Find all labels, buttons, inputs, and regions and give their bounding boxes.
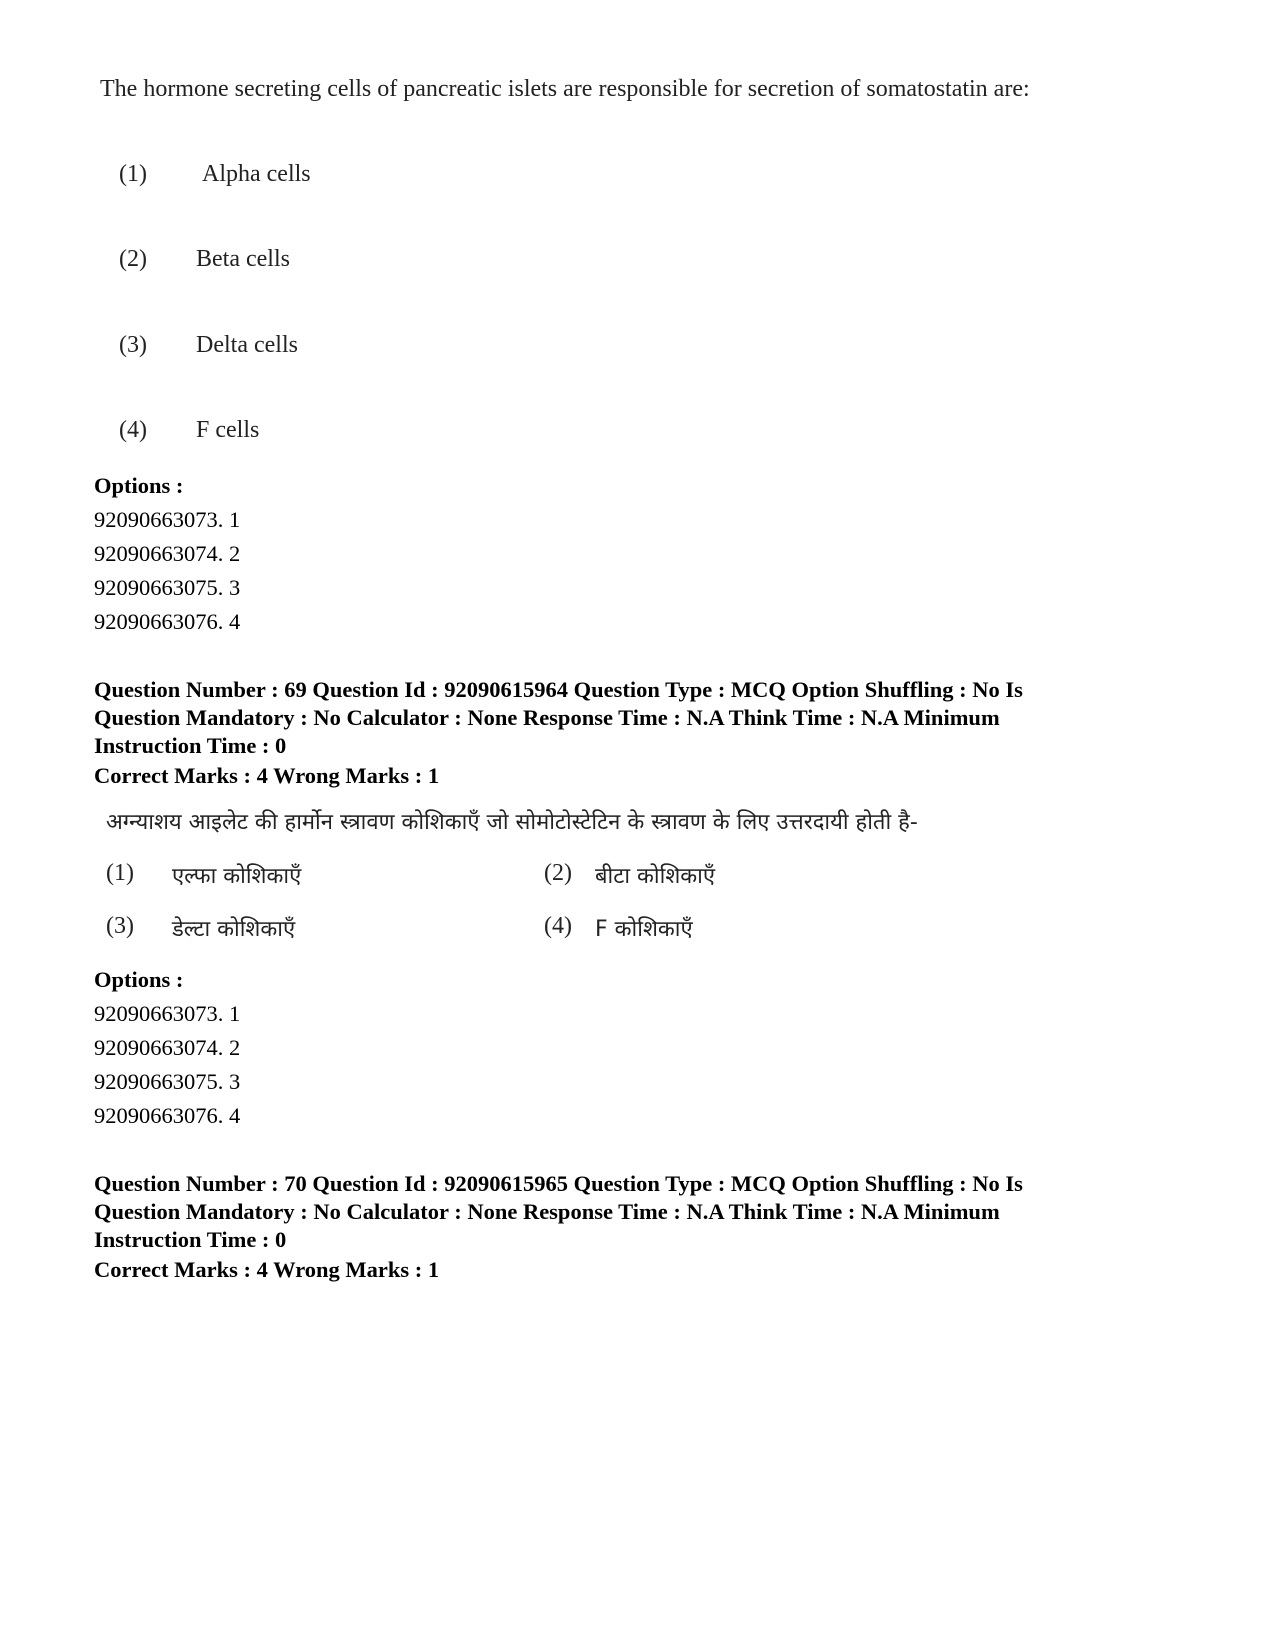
q69-meta-line-1: Question Number : 69 Question Id : 92090615964 Question Type : MCQ Option Shuffling : No Is [94,677,1023,702]
q69-marks: Correct Marks : 4 Wrong Marks : 1 [94,763,440,788]
q70-meta-line-2: Question Mandatory : No Calculator : None Response Time : N.A Think Time : N.A Minimum [94,1199,1000,1224]
q69-option-4: 92090663076. 4 [94,1103,241,1128]
q68-choice-3-text: Delta cells [196,332,298,358]
q68-choice-3-number: (3) [119,332,147,358]
q68-choice-4-number: (4) [119,417,147,443]
q69-choice-1-text: एल्फा कोशिकाएँ [172,864,302,889]
q68-choice-2-number: (2) [119,246,147,272]
q69-stem: अग्न्याशय आइलेट की हार्मोन स्त्रावण कोशिकाएँ जो सोमोटोस्टेटिन के स्त्रावण के लिए उत्तरदायी होती है- [106,810,918,835]
q70-marks: Correct Marks : 4 Wrong Marks : 1 [94,1257,440,1282]
q69-options-label: Options : [94,967,184,992]
q68-choice-2-text: Beta cells [196,246,290,272]
q69-choice-4-number: (4) [544,913,572,939]
q68-option-4: 92090663076. 4 [94,609,241,634]
q68-options-label: Options : [94,473,184,498]
q68-stem: The hormone secreting cells of pancreatic islets are responsible for secretion of somatostatin are: [100,76,1030,102]
q69-options-block [94,963,240,1133]
q68-option-2: 92090663074. 2 [94,541,241,566]
q69-meta [94,676,1194,760]
q70-meta-line-1: Question Number : 70 Question Id : 92090615965 Question Type : MCQ Option Shuffling : No Is [94,1171,1023,1196]
q68-choice-4-text: F cells [196,417,260,443]
q69-option-1: 92090663073. 1 [94,1001,241,1026]
q69-choice-2-text: बीटा कोशिकाएँ [595,864,716,889]
q69-choice-3-text: डेल्टा कोशिकाएँ [172,917,296,942]
q70-meta-line-3: Instruction Time : 0 [94,1227,287,1252]
q68-option-3: 92090663075. 3 [94,575,241,600]
q68-options-block [94,469,240,639]
q69-choice-3-number: (3) [106,913,134,939]
q68-choice-1-text: Alpha cells [202,161,311,187]
q69-meta-line-3: Instruction Time : 0 [94,733,287,758]
q69-option-2: 92090663074. 2 [94,1035,241,1060]
q68-choice-1-number: (1) [119,161,147,187]
q69-meta-line-2: Question Mandatory : No Calculator : None Response Time : N.A Think Time : N.A Minimum [94,705,1000,730]
q69-choice-4-text: F कोशिकाएँ [595,917,693,942]
q69-option-3: 92090663075. 3 [94,1069,241,1094]
q69-choice-2-number: (2) [544,860,572,886]
q68-option-1: 92090663073. 1 [94,507,241,532]
q70-meta [94,1170,1194,1254]
q69-choice-1-number: (1) [106,860,134,886]
